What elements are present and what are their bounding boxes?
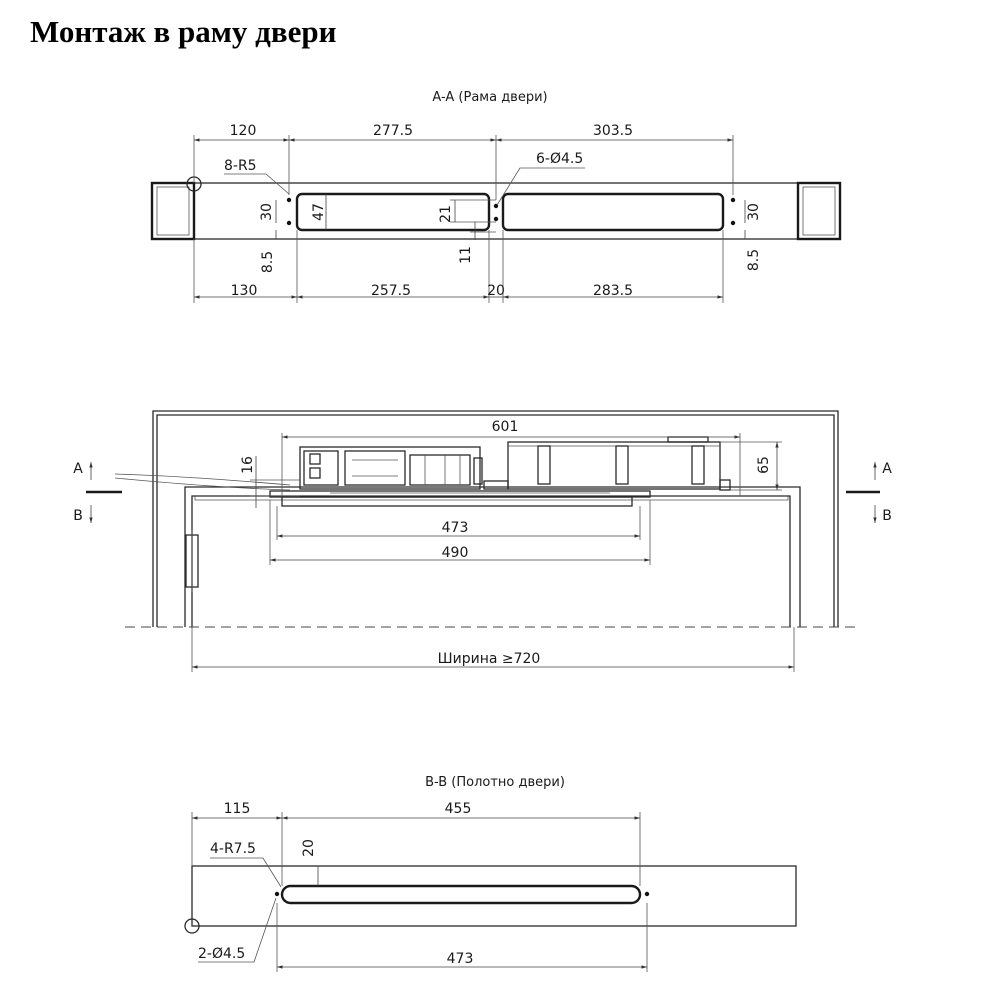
dim-text-11: 11 <box>458 246 474 264</box>
frame-right-tube <box>798 183 840 239</box>
dim-text-30-left: 30 <box>259 203 275 221</box>
marker-b-right: B <box>882 508 892 524</box>
dim-text-283-5: 283.5 <box>592 283 634 299</box>
dim-text-20: 20 <box>301 839 317 857</box>
frame-hole <box>287 221 291 225</box>
assembly-view <box>73 411 892 672</box>
frame-left-tube <box>152 183 194 239</box>
cable <box>115 474 290 485</box>
dim-text-455: 455 <box>444 801 472 817</box>
door-frame-outer <box>153 411 838 627</box>
marker-a-left: A <box>73 461 83 477</box>
dim-text-277-5: 277.5 <box>372 123 414 139</box>
dim-text-257-5: 257.5 <box>370 283 412 299</box>
leaf-hole <box>645 892 649 896</box>
leaf-hole <box>275 892 279 896</box>
section-marker-left <box>73 461 122 524</box>
marker-a-right: A <box>882 461 892 477</box>
leaf-section-label: B-B (Полотно двери) <box>425 775 565 790</box>
callout-6-holes: 6-Ø4.5 <box>536 151 584 167</box>
door-leaf-top <box>282 497 632 506</box>
dim-text-8-5-right: 8.5 <box>746 248 762 272</box>
frame-hole <box>494 217 498 221</box>
dim-text-115: 115 <box>223 801 251 817</box>
page-title: Монтаж в раму двери <box>30 14 337 49</box>
section-marker-right <box>846 461 892 524</box>
control-unit <box>300 447 508 489</box>
frame-slot-right <box>503 194 723 230</box>
leaf-section <box>185 775 796 972</box>
frame-section <box>152 90 840 303</box>
dim-text-16: 16 <box>240 456 256 474</box>
width-label: Ширина ≥720 <box>437 651 541 667</box>
dim-text-473-leaf: 473 <box>446 951 474 967</box>
dim-text-21: 21 <box>438 205 454 223</box>
motor-unit <box>508 437 730 490</box>
marker-b-left: B <box>73 508 83 524</box>
callout-4-r7-5: 4-R7.5 <box>210 841 256 857</box>
dim-text-130: 130 <box>230 283 258 299</box>
dim-text-303-5: 303.5 <box>592 123 634 139</box>
dim-text-601: 601 <box>491 419 519 435</box>
leaf-slot <box>282 886 640 903</box>
dim-text-473: 473 <box>441 520 469 536</box>
dim-text-30-right: 30 <box>746 203 762 221</box>
frame-hole <box>287 198 291 202</box>
frame-hole <box>731 221 735 225</box>
frame-hole <box>731 198 735 202</box>
callout-8-r5: 8-R5 <box>224 158 257 174</box>
dim-text-490: 490 <box>441 545 469 561</box>
frame-section-label: A-A (Рама двери) <box>432 90 548 105</box>
dim-text-120: 120 <box>229 123 257 139</box>
dim-text-65: 65 <box>756 456 772 474</box>
callout-2-holes: 2-Ø4.5 <box>198 946 246 962</box>
dim-text-8-5-left: 8.5 <box>260 250 276 274</box>
dim-text-47: 47 <box>311 203 327 221</box>
dim-text-20: 20 <box>487 283 505 299</box>
